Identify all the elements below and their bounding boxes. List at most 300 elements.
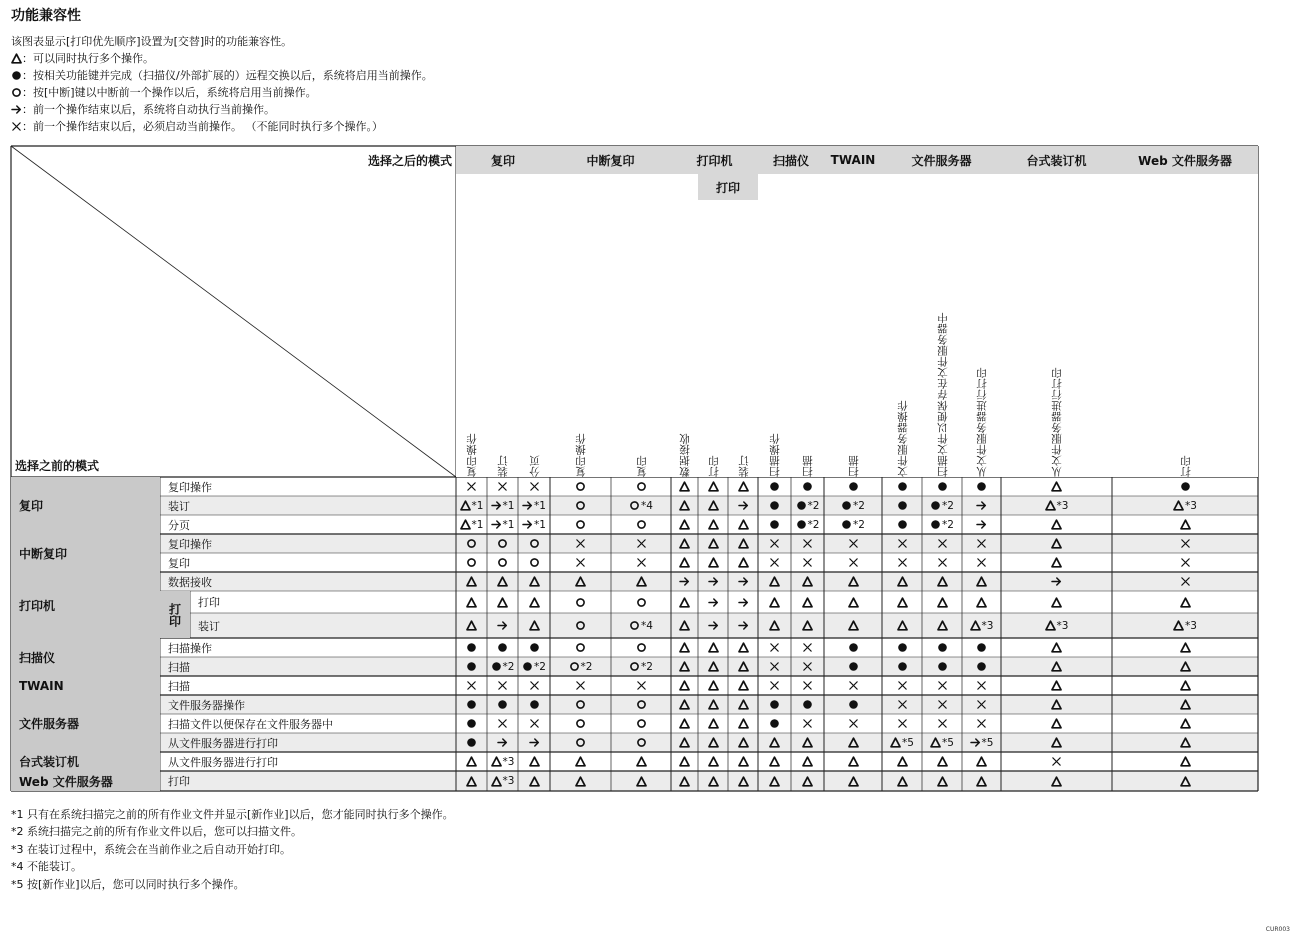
compat-cell [611,771,671,791]
cross-icon [497,718,508,729]
triangle-icon [708,642,719,653]
triangle-icon [708,538,719,549]
arrow-right-icon [708,576,719,587]
compat-cell [671,613,698,638]
cross-icon [937,557,948,568]
filled-circle-icon [466,737,477,748]
compat-cell [882,496,922,515]
cross-icon [976,538,987,549]
compat-cell [611,515,671,534]
triangle-icon [848,737,859,748]
corner-before-label: 选择之前的模式 [15,458,100,473]
compat-cell [487,771,518,791]
circle-icon [466,538,477,549]
cross-icon [1180,576,1191,587]
column-header [758,174,791,477]
compat-cell [671,771,698,791]
cross-icon [897,699,908,710]
compat-cell [922,477,962,496]
triangle-icon [466,597,477,608]
compat-cell [922,515,962,534]
compat-cell [698,657,728,676]
arrow-right-icon [497,737,508,748]
triangle-icon [1173,620,1184,631]
row-group-header: 中断复印 [11,534,160,572]
triangle-icon [1180,597,1191,608]
legend-text: ：可以同时执行多个操作。 [22,52,154,65]
compat-cell [962,515,1001,534]
row-group-header: 复印 [11,477,160,534]
circle-icon [466,557,477,568]
compat-cell [518,638,550,657]
compat-cell [1001,714,1112,733]
circle-icon [529,557,540,568]
triangle-icon [466,620,477,631]
triangle-icon [497,576,508,587]
compat-cell [698,714,728,733]
column-header [1112,174,1258,477]
column-header [698,200,728,477]
compat-cell [1001,657,1112,676]
compat-cell [611,657,671,676]
filled-circle-icon [848,481,859,492]
footnote: *3 在装订过程中，系统会在当前作业之后自动开始打印。 [11,842,291,856]
compat-cell [882,657,922,676]
row-label: 装订 [168,499,190,513]
compat-cell [487,572,518,591]
compat-cell [758,752,791,771]
circle-icon [11,87,22,98]
compat-cell [518,591,550,613]
triangle-icon [460,519,471,530]
triangle-icon [1051,737,1062,748]
column-header [518,174,550,477]
compat-cell [550,638,611,657]
row-label: 从文件服务器进行打印 [168,755,278,769]
column-header-label: 从文件服务器进行打印 [976,367,988,477]
triangle-icon [679,557,690,568]
compat-cell [518,752,550,771]
footnote-ref: *3 [502,755,515,768]
triangle-icon [897,576,908,587]
filled-circle-icon [976,661,987,672]
row-group-header: 扫描仪 [11,638,160,676]
compat-cell [1112,695,1258,714]
compat-cell [922,553,962,572]
compat-cell [550,733,611,752]
column-header [824,174,882,477]
compat-cell [550,714,611,733]
compat-cell [1001,638,1112,657]
compat-cell [456,771,487,791]
triangle-icon [1180,680,1191,691]
triangle-icon [708,699,719,710]
triangle-icon [769,756,780,767]
compat-cell [758,553,791,572]
compat-cell [728,591,758,613]
compat-cell [1112,591,1258,613]
column-header [728,200,758,477]
compat-cell [518,771,550,791]
compat-cell [671,714,698,733]
compat-cell [758,714,791,733]
footnote: *4 不能装订。 [11,860,82,874]
compat-cell [611,752,671,771]
cross-icon [466,481,477,492]
triangle-icon [1045,620,1056,631]
row-label: 从文件服务器进行打印 [168,736,278,750]
compat-cell [518,572,550,591]
column-header-label: 分页 [528,455,541,477]
compat-cell [882,572,922,591]
column-header-label: 文件服务器操作 [896,400,909,477]
compat-cell [456,714,487,733]
compat-cell [824,752,882,771]
footnote: *1 只有在系统扫描完之前的所有作业文件并显示[新作业]以后，您才能同时执行多个操作。 [11,808,454,821]
compat-cell [922,638,962,657]
triangle-icon [466,776,477,787]
column-group-header: 打印机 [671,146,758,174]
triangle-icon [708,718,719,729]
footnote-ref: *2 [580,660,593,673]
circle-icon [575,519,586,530]
column-header [791,174,824,477]
row-label: 复印操作 [168,480,212,494]
triangle-icon [802,576,813,587]
compat-cell [824,613,882,638]
column-group-header: Web 文件服务器 [1112,146,1258,174]
triangle-icon [1173,500,1184,511]
compat-cell [824,695,882,714]
compat-cell [518,676,550,695]
row-label: 装订 [198,619,220,633]
compat-cell [882,752,922,771]
compat-cell [791,496,824,515]
compat-cell [671,638,698,657]
triangle-icon [708,500,719,511]
triangle-icon [636,756,647,767]
compat-cell [550,676,611,695]
compat-cell [922,714,962,733]
compat-cell [758,771,791,791]
filled-circle-icon [802,699,813,710]
footnote-ref: *3 [1056,499,1069,512]
circle-icon [575,620,586,631]
compat-cell [1112,771,1258,791]
compat-cell [1001,534,1112,553]
compat-cell [671,515,698,534]
compat-cell [1112,534,1258,553]
compat-cell [962,657,1001,676]
cross-icon [1180,538,1191,549]
compat-cell [487,752,518,771]
triangle-icon [976,776,987,787]
compat-cell [698,695,728,714]
compat-cell [671,572,698,591]
filled-circle-icon [930,519,941,530]
triangle-icon [460,500,471,511]
column-header-label: 从文件服务器进行打印 [1051,367,1063,477]
compat-cell [518,515,550,534]
triangle-icon [976,756,987,767]
filled-circle-icon [466,661,477,672]
triangle-icon [1051,481,1062,492]
triangle-icon [529,620,540,631]
circle-icon [575,699,586,710]
triangle-icon [897,620,908,631]
compat-cell [1112,613,1258,638]
footnote-ref: *1 [471,518,484,531]
compat-cell [728,515,758,534]
arrow-right-icon [708,620,719,631]
footnote-ref: *2 [807,518,820,531]
row-group-header: 打印机 [11,572,160,638]
circle-icon [636,642,647,653]
compat-cell [698,752,728,771]
compat-cell [882,676,922,695]
triangle-icon [937,776,948,787]
circle-icon [575,597,586,608]
compat-cell [698,534,728,553]
triangle-icon [738,756,749,767]
filled-circle-icon [802,481,813,492]
cross-icon [976,680,987,691]
compat-cell [456,733,487,752]
triangle-icon [708,680,719,691]
triangle-icon [738,776,749,787]
compat-cell [728,613,758,638]
footnote-ref: *4 [641,499,653,512]
triangle-icon [937,576,948,587]
triangle-icon [738,718,749,729]
page-title: 功能兼容性 [11,8,81,24]
triangle-icon [491,756,502,767]
compat-cell [456,572,487,591]
compat-cell [882,477,922,496]
footnote-ref: *1 [534,499,546,512]
compat-cell [791,572,824,591]
arrow-right-icon [522,500,533,511]
filled-circle-icon [841,500,852,511]
cross-icon [897,538,908,549]
compat-cell [518,657,550,676]
triangle-icon [497,597,508,608]
filled-circle-icon [937,642,948,653]
legend-item [11,84,433,101]
column-header [1001,174,1112,477]
column-group-header: 文件服务器 [882,146,1001,174]
triangle-icon [897,776,908,787]
triangle-icon [529,776,540,787]
compat-cell [1001,572,1112,591]
triangle-icon [890,737,901,748]
compat-cell [671,534,698,553]
triangle-icon [769,597,780,608]
row-group-header: Web 文件服务器 [11,771,160,791]
filled-circle-icon [897,481,908,492]
triangle-icon [802,737,813,748]
triangle-icon [738,737,749,748]
cross-icon [529,680,540,691]
row-label: 文件服务器操作 [168,698,245,712]
compat-cell [550,515,611,534]
triangle-icon [976,597,987,608]
filled-circle-icon [796,500,807,511]
cross-icon [937,538,948,549]
footnote-ref: *1 [534,518,546,531]
compat-cell [550,534,611,553]
triangle-icon [848,597,859,608]
triangle-icon [679,737,690,748]
printer-subgroup-header: 打印 [698,174,758,200]
compat-cell [611,553,671,572]
compat-cell [922,657,962,676]
compat-cell [922,752,962,771]
circle-icon [497,538,508,549]
compat-cell [728,752,758,771]
circle-icon [529,538,540,549]
footnote-ref: *3 [1185,499,1197,512]
compat-cell [758,534,791,553]
filled-circle-icon [497,699,508,710]
column-header-label: 扫描文件以便保存在文件服务器中 [936,312,949,477]
cross-icon [937,718,948,729]
cross-icon [575,557,586,568]
footnote: *2 系统扫描完之前的所有作业文件以后，您可以扫描文件。 [11,825,302,839]
filled-circle-icon [769,699,780,710]
triangle-icon [679,519,690,530]
compat-cell [550,477,611,496]
circle-icon [636,718,647,729]
compat-cell [728,553,758,572]
compat-cell [728,733,758,752]
compat-cell [611,638,671,657]
compat-cell [882,714,922,733]
triangle-icon [679,538,690,549]
compat-cell [728,657,758,676]
column-group-header: 扫描仪 [758,146,824,174]
compat-cell [758,496,791,515]
column-header [550,174,611,477]
legend-text: ：按[中断]键以中断前一个操作以后，系统将启用当前操作。 [22,86,317,99]
arrow-right-icon [491,519,502,530]
compat-cell [518,613,550,638]
compat-cell [487,638,518,657]
compat-cell [758,572,791,591]
intro-block [11,33,433,135]
compat-cell [550,613,611,638]
circle-icon [569,661,580,672]
arrow-right-icon [976,500,987,511]
triangle-icon [1180,756,1191,767]
row-group-header: 文件服务器 [11,695,160,752]
row-label: 复印操作 [168,537,212,551]
cross-icon [897,680,908,691]
compat-cell [824,733,882,752]
compat-cell [1112,515,1258,534]
compat-cell [922,676,962,695]
cross-icon [802,642,813,653]
cross-icon [802,538,813,549]
circle-icon [636,699,647,710]
filled-circle-icon [897,642,908,653]
compat-cell [922,534,962,553]
triangle-icon [1051,597,1062,608]
compat-cell [487,695,518,714]
legend [11,50,433,135]
footnote-ref: *1 [502,499,515,512]
filled-circle-icon [466,718,477,729]
compat-cell [1112,572,1258,591]
column-header [611,174,671,477]
triangle-icon [1180,718,1191,729]
filled-circle-icon [466,642,477,653]
footnote-ref: *1 [502,518,515,531]
compat-cell [1001,613,1112,638]
footnote-ref: *2 [534,660,546,673]
compat-cell [824,515,882,534]
triangle-icon [738,642,749,653]
triangle-icon [937,597,948,608]
triangle-icon [529,576,540,587]
circle-icon [575,500,586,511]
triangle-icon [708,481,719,492]
compat-cell [962,613,1001,638]
triangle-icon [937,620,948,631]
triangle-icon [636,576,647,587]
compat-cell [698,572,728,591]
triangle-icon [738,680,749,691]
cross-icon [575,538,586,549]
legend-item [11,50,433,67]
compat-cell [456,534,487,553]
arrow-right-icon [708,597,719,608]
compat-cell [698,591,728,613]
arrow-right-icon [738,597,749,608]
cross-icon [636,557,647,568]
filled-circle-icon [897,661,908,672]
triangle-icon [679,500,690,511]
column-header [487,174,518,477]
circle-icon [575,481,586,492]
triangle-icon [1051,680,1062,691]
compat-cell [456,496,487,515]
triangle-icon [466,756,477,767]
compat-cell [962,733,1001,752]
compat-cell [962,496,1001,515]
footnote-ref: *5 [942,736,954,749]
column-header [922,174,962,477]
column-header-label: 扫描 [847,455,860,477]
compat-cell [518,496,550,515]
cross-icon [937,699,948,710]
printer-row-subgroup [160,591,190,638]
compat-cell [758,515,791,534]
compat-cell [728,714,758,733]
row-label: 数据接收 [168,575,212,589]
compat-cell [1001,676,1112,695]
compat-cell [1112,638,1258,657]
compat-cell [922,572,962,591]
arrow-right-icon [679,576,690,587]
compat-cell [671,676,698,695]
circle-icon [636,597,647,608]
filled-circle-icon [796,519,807,530]
cross-icon [897,718,908,729]
column-group-header: TWAIN [824,146,882,174]
compat-cell [1001,515,1112,534]
compat-cell [671,553,698,572]
